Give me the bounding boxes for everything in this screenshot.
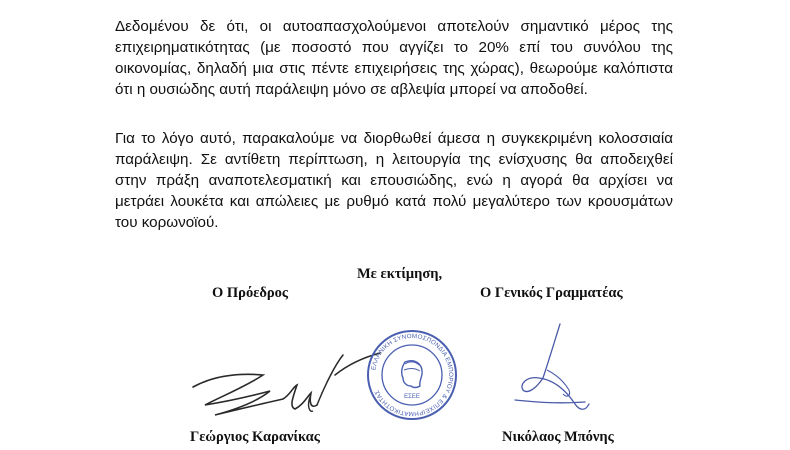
secretary-name: Νικόλαος Μπόνης <box>502 429 614 445</box>
body-paragraph-2: Για το λόγο αυτό, παρακαλούμε να διορθωθεί άμεσα η συγκεκριμένη κολοσσιαία παράλειψη. Σε αντίθετη περίπτωση, η λειτουργία της ενίσχυσης θα αποδειχθεί στην πράξη αναποτελεσματική και επουσιώδης, ενώ η αγορά θα αρχίσει να μετράει λουκέτα και απώλειες με ρυθμό κατά πολύ μεγαλύτερο των κρουσμάτων του κορωνοϊού. <box>115 130 673 231</box>
president-title: Ο Πρόεδρος <box>212 285 289 301</box>
body-paragraph-1: Δεδομένου δε ότι, οι αυτοαπασχολούμενοι αποτελούν σημαντικό μέρος της επιχειρηματικότητας (με ποσοστό που αγγίζει το 20% επί του συνόλου της οικονομίας, δηλαδή μια στις πέντε επιχειρήσεις της χώρας), θεωρούμε καλόπιστα ότι η ουσιώδης αυτή παράλειψη μόνο σε αβλεψία μπορεί να αποδοθεί. <box>115 18 673 98</box>
president-signature <box>185 345 385 425</box>
stamp-abbreviation: ΕΣΕΕ <box>404 394 420 400</box>
president-name: Γεώργιος Καρανίκας <box>190 429 320 445</box>
secretary-signature <box>505 320 605 420</box>
closing-salutation: Με εκτίμηση, <box>357 266 443 282</box>
stamp-ring-text: ΕΛΛΗΝΙΚΗ ΣΥΝΟΜΟΣΠΟΝΔΙΑ ΕΜΠΟΡΙΟΥ & ΕΠΙΧΕΙΡΗΜΑΤΙΚΟΤΗΤΑΣ <box>370 332 455 418</box>
organization-stamp <box>365 328 459 422</box>
secretary-title: Ο Γενικός Γραμματέας <box>480 285 623 301</box>
